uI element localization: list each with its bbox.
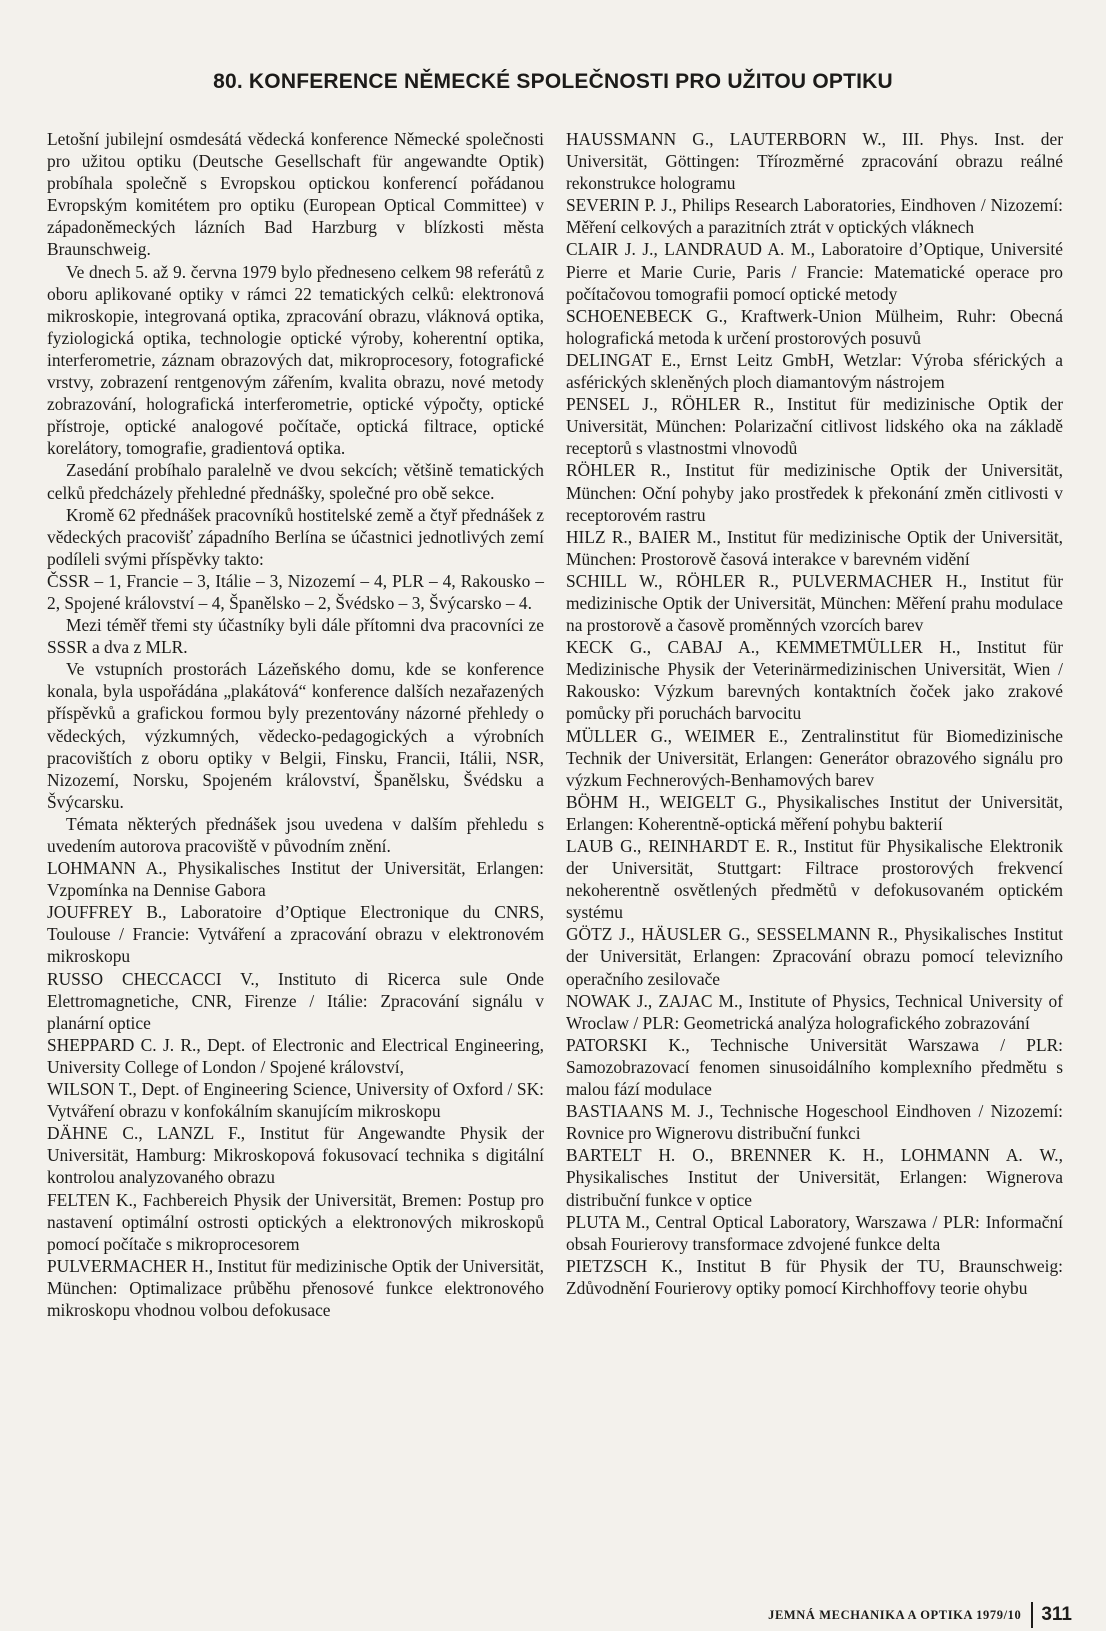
body-paragraph: Ve dnech 5. až 9. června 1979 bylo předneseno celkem 98 referátů z oboru aplikované optiky v rámci 22 tematických celků: elektronová mikroskopie, integrovaná optika, zpracování obrazu, vláknová optika, fyziologická optika, technologie optické výroby, koherentní optika, interferometrie, záznam obrazových dat, mikroprocesory, fotografické vrstvy, zobrazení rentgenovým zářením, kvalita obrazu, nové metody zobrazování, holografická interferometrie, optické výpočty, optické přístroje, optické analogové počítače, optická filtrace, optické korelátory, tomografie, gradientová optika.: [47, 261, 544, 459]
lecture-entry: DELINGAT E., Ernst Leitz GmbH, Wetzlar: Výroba sférických a asférických skleněných ploch diamantovým nástrojem: [566, 349, 1063, 393]
journal-name: JEMNÁ MECHANIKA A OPTIKA 1979/10: [768, 1607, 1022, 1622]
article-title: 80. KONFERENCE NĚMECKÉ SPOLEČNOSTI PRO UŽITOU OPTIKU: [213, 70, 893, 93]
country-list: ČSSR – 1, Francie – 3, Itálie – 3, Nizozemí – 4, PLR – 4, Rakousko – 2, Spojené království – 4, Španělsko – 2, Švédsko – 3, Švýcarsko – 4.: [47, 570, 544, 613]
lecture-entry: BASTIAANS M. J., Technische Hogeschool Eindhoven / Nizozemí: Rovnice pro Wignerovu distribuční funkci: [566, 1101, 1063, 1144]
body-paragraph: Kromě 62 přednášek pracovníků hostitelské země a čtyř přednášek z vědeckých pracovišť západního Berlína se účastnici jednotlivých zemí podíleli svými příspěvky takto:: [47, 504, 544, 569]
lecture-entry: SCHILL W., RÖHLER R., PULVERMACHER H., Institut für medizinische Optik der Universität, München: Měření prahu modulace na prostorově a časově proměnných vzorcích barev: [566, 570, 1063, 636]
lecture-entry: PATORSKI K., Technische Universität Warszawa / PLR: Samozobrazovací fenomen sinusoidálního komplexního předmětu s malou fází modulace: [566, 1034, 1063, 1100]
lecture-entry: LOHMANN A., Physikalisches Institut der Universität, Erlangen: Vzpomínka na Dennise Gabora: [47, 858, 544, 901]
intro-paragraph: Letošní jubilejní osmdesátá vědecká konference Německé společnosti pro užitou optiku (Deutsche Gesellschaft für angewandte Optik) probíhala společně s Evropskou optickou konferencí pořádanou Evropským komitétem pro optiku (European Optical Committee) v západoněmeckých lázních Bad Harzburg v blízkosti města Braunschweig.: [47, 129, 544, 260]
lecture-entry: PENSEL J., RÖHLER R., Institut für medizinische Optik der Universität, München: Polarizační citlivost lidského oka na základě receptorů s vlastnostmi vlnovodů: [566, 394, 1063, 459]
lecture-entry: RÖHLER R., Institut für medizinische Optik der Universität, München: Oční pohyby jako prostředek k překonání změn citlivosti v receptorovém rastru: [566, 460, 1063, 525]
lecture-entry: NOWAK J., ZAJAC M., Institute of Physics, Technical University of Wroclaw / PLR: Geometrická analýza holografického zobrazování: [566, 990, 1063, 1033]
lecture-entry: HILZ R., BAIER M., Institut für medizinische Optik der Universität, München: Prostorově časová interakce v barevném vidění: [566, 526, 1063, 569]
lecture-entry: LAUB G., REINHARDT E. R., Institut für Physikalische Elektronik der Universität, Stuttgart: Filtrace prostorových frekvencí nekoherentně osvětlených předmětů v defokusovaném optickém systému: [566, 836, 1063, 923]
lecture-entry: PULVERMACHER H., Institut für medizinische Optik der Universität, München: Optimalizace průběhu přenosové funkce elektronového mikroskopu vhodnou volbou defokusace: [47, 1255, 544, 1320]
lecture-entry: CLAIR J. J., LANDRAUD A. M., Laboratoire d’Optique, Université Pierre et Marie Curie, Paris / Francie: Matematické operace pro počítačovou tomografii pomocí optické metody: [566, 239, 1063, 304]
lecture-entry: FELTEN K., Fachbereich Physik der Universität, Bremen: Postup pro nastavení optimální ostrosti optických a elektronových mikroskopů pomocí počítače s mikroprocesorem: [47, 1189, 544, 1254]
lecture-entry: PLUTA M., Central Optical Laboratory, Warszawa / PLR: Informační obsah Fourierovy transformace zdvojené funkce delta: [566, 1211, 1063, 1254]
lecture-entry: MÜLLER G., WEIMER E., Zentralinstitut für Biomedizinische Technik der Universität, Erlangen: Generátor obrazového signálu pro výzkum Fechnerových-Benhamových barev: [566, 725, 1063, 790]
lecture-entry: KECK G., CABAJ A., KEMMETMÜLLER H., Institut für Medizinische Physik der Veterinärmedizinischen Universität, Wien / Rakousko: Výzkum barevných kontaktních čoček jako zrakové pomůcky při poruchách barvocitu: [566, 637, 1063, 724]
lecture-entry: WILSON T., Dept. of Engineering Science, University of Oxford / SK: Vytváření obrazu v konfokálním skanujícím mikroskopu: [47, 1079, 544, 1122]
left-column: [47, 128, 544, 1321]
body-paragraph: Témata některých přednášek jsou uvedena v dalším přehledu s uvedením autorova pracoviště v původním znění.: [47, 813, 544, 856]
body-paragraph: Zasedání probíhalo paralelně ve dvou sekcích; většině tematických celků předcházely přehledné přednášky, společné pro obě sekce.: [47, 460, 544, 503]
body-paragraph: Mezi téměř třemi sty účastníky byli dále přítomni dva pracovníci ze SSSR a dva z MLR.: [47, 615, 544, 658]
page-number: 311: [1041, 1604, 1072, 1625]
lecture-entry: BÖHM H., WEIGELT G., Physikalisches Institut der Universität, Erlangen: Koherentně-optická měření pohybu bakterií: [566, 791, 1063, 834]
right-column: [566, 128, 1063, 1299]
lecture-entry: JOUFFREY B., Laboratoire d’Optique Electronique du CNRS, Toulouse / Francie: Vytváření a zpracování obrazu v elektronovém mikroskopu: [47, 902, 544, 967]
lecture-entry: SHEPPARD C. J. R., Dept. of Electronic and Electrical Engineering, University College of London / Spojené království,: [47, 1034, 544, 1077]
body-paragraph: Ve vstupních prostorách Lázeňského domu, kde se konference konala, byla uspořádána „plakátová“ konference dalších nezařazených příspěvků a grafickou formou byly prezentovány názorné přehledy o vědeckých, výzkumných, vědecko-pedagogických a výrobních pracovištích z oboru optiky v Belgii, Finsku, Francii, Itálii, NSR, Nizozemí, Norsku, Spojeném království, Španělsku, Švédsku a Švýcarsku.: [47, 659, 544, 812]
page-footer: [700, 1602, 1072, 1628]
lecture-entry: SEVERIN P. J., Philips Research Laboratories, Eindhoven / Nizozemí: Měření celkových a parazitních ztrát v optických vláknech: [566, 195, 1063, 238]
lecture-entry: PIETZSCH K., Institut B für Physik der TU, Braunschweig: Zdůvodnění Fourierovy optiky pomocí Kirchhoffovy teorie ohybu: [566, 1255, 1063, 1298]
lecture-entry: BARTELT H. O., BRENNER K. H., LOHMANN A. W., Physikalisches Institut der Universität, Erlangen: Wignerova distribuční funkce v optice: [566, 1145, 1063, 1210]
lecture-entry: RUSSO CHECCACCI V., Instituto di Ricerca sule Onde Elettromagnetiche, CNR, Firenze / Itálie: Zpracování signálu v planární optice: [47, 968, 544, 1033]
lecture-entry: DÄHNE C., LANZL F., Institut für Angewandte Physik der Universität, Hamburg: Mikroskopová fokusovací technika s digitální kontrolou analyzovaného obrazu: [47, 1123, 544, 1188]
lecture-entry: SCHOENEBECK G., Kraftwerk-Union Mülheim, Ruhr: Obecná holografická metoda k určení prostorových posuvů: [566, 305, 1063, 348]
lecture-entry: GÖTZ J., HÄUSLER G., SESSELMANN R., Physikalisches Institut der Universität, Erlangen: Zpracování obrazu pomocí televizního operačního zesilovače: [566, 924, 1063, 989]
lecture-entry: HAUSSMANN G., LAUTERBORN W., III. Phys. Inst. der Universität, Göttingen: Třírozměrné zpracování obrazu reálné rekonstrukce hologramu: [566, 129, 1063, 194]
footer-divider: [1031, 1602, 1033, 1628]
